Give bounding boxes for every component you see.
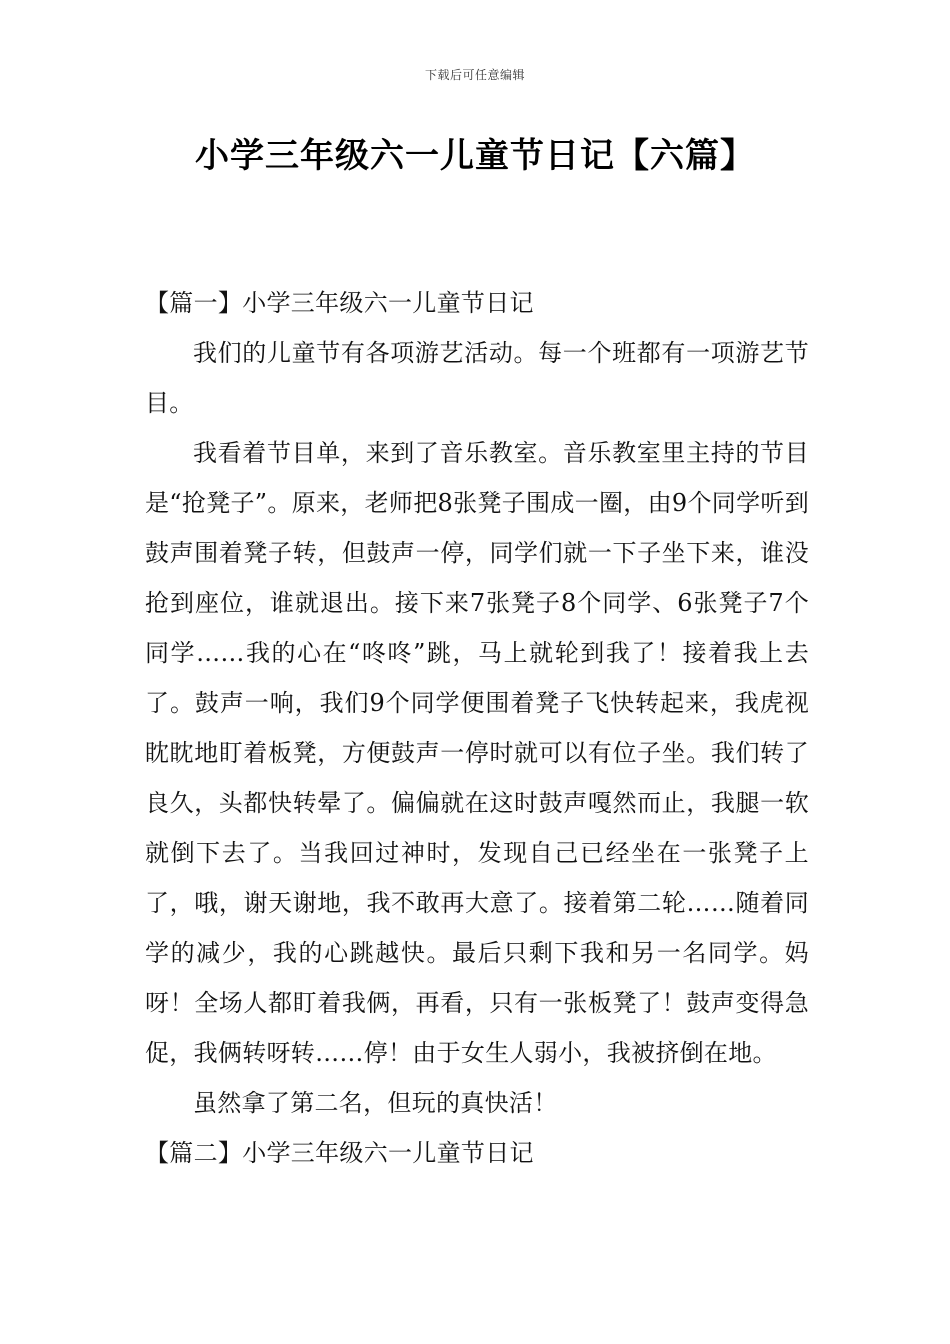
paragraph: 我们的儿童节有各项游艺活动。每一个班都有一项游艺节目。 xyxy=(145,339,809,417)
document-body xyxy=(145,278,809,1178)
paragraph: 虽然拿了第二名，但玩的真快活！ xyxy=(193,1089,558,1117)
section-heading-2: 【篇二】小学三年级六一儿童节日记 xyxy=(145,1139,534,1167)
document-title: 小学三年级六一儿童节日记【六篇】 xyxy=(195,136,755,176)
section-heading-1: 【篇一】小学三年级六一儿童节日记 xyxy=(145,289,534,317)
header-note: 下载后可任意编辑 xyxy=(424,68,525,82)
paragraph: 我看着节目单，来到了音乐教室。音乐教室里主持的节目是“抢凳子”。原来，老师把8张凳子围成一圈，由9个同学听到鼓声围着凳子转，但鼓声一停，同学们就一下子坐下来，谁没抢到座位，谁就退出。接下来7张凳子8个同学、6张凳子7个同学……我的心在“咚咚”跳，马上就轮到我了！接着我上去了。鼓声一响，我们9个同学便围着凳子飞快转起来，我虎视眈眈地盯着板凳，方便鼓声一停时就可以有位子坐。我们转了良久，头都快转晕了。偏偏就在这时鼓声嘎然而止，我腿一软就倒下去了。当我回过神时，发现自己已经坐在一张凳子上了，哦，谢天谢地，我不敢再大意了。接着第二轮……随着同学的减少，我的心跳越快。最后只剩下我和另一名同学。妈呀！全场人都盯着我俩，再看，只有一张板凳了！鼓声变得急促，我俩转呀转……停！由于女生人弱小，我被挤倒在地。 xyxy=(145,439,809,1067)
